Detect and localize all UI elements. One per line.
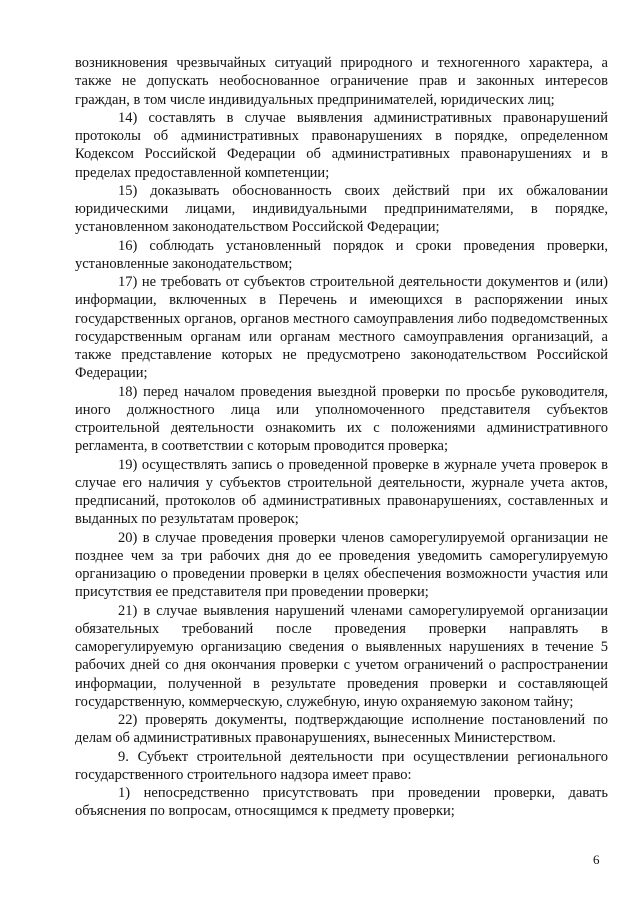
paragraph-item-20: 20) в случае проведения проверки членов саморегулируемой организации не позднее чем за три рабочих дня до ее проведения уведомить саморегулируемую организацию о проведении проверки в целях обеспечения возможности участия или присутствия ее представителя при проведении проверки; <box>75 529 608 601</box>
paragraph-item-22: 22) проверять документы, подтверждающие исполнение постановлений по делам об административных правонарушениях, вынесенных Министерством. <box>75 712 608 747</box>
document-body <box>75 54 608 821</box>
paragraph-continuation: возникновения чрезвычайных ситуаций природного и техногенного характера, а также не допускать необоснованное ограничение прав и законных интересов граждан, в том числе индивидуальных предпринимателей, юридических лиц; <box>75 55 608 108</box>
paragraph-item-19: 19) осуществлять запись о проведенной проверке в журнале учета проверок в случае его наличия у субъектов строительной деятельности, журнале учета актов, предписаний, протоколов об административных правонарушениях, составленных и выданных по результатам проверок; <box>75 456 608 528</box>
paragraph-item-15: 15) доказывать обоснованность своих действий при их обжаловании юридическими лицами, индивидуальными предпринимателями, в порядке, установленном законодательством Российской Федерации; <box>75 182 608 236</box>
paragraph-section-9-item-1: 1) непосредственно присутствовать при проведении проверки, давать объяснения по вопросам, относящимся к предмету проверки; <box>75 785 608 820</box>
paragraph-item-14: 14) составлять в случае выявления административных правонарушений протоколы об административных правонарушениях в порядке, определенном Кодексом Российской Федерации об административных правонарушениях и в пределах предоставленной компетенции; <box>75 109 608 181</box>
paragraph-item-21: 21) в случае выявления нарушений членами саморегулируемой организации обязательных требований после проведения проверки направлять в саморегулируемую организацию сведения о выявленных нарушениях в течение 5 рабочих дней со дня окончания проверки с учетом ограничений о распространении информации, полученной в результате проведения проверки и составляющей государственную, коммерческую, служебную, иную охраняемую законом тайну; <box>75 602 608 710</box>
paragraph-item-18: 18) перед началом проведения выездной проверки по просьбе руководителя, иного должностного лица или уполномоченного представителя субъектов строительной деятельности ознакомить их с положениями административного регламента, в соответствии с которым проводится проверка; <box>75 383 608 455</box>
page-number: 6 <box>593 852 600 867</box>
paragraph-section-9: 9. Субъект строительной деятельности при осуществлении регионального государственного строительного надзора имеет право: <box>75 748 608 783</box>
paragraph-item-17: 17) не требовать от субъектов строительной деятельности документов и (или) информации, включенных в Перечень и имеющихся в распоряжении иных государственных органов, органов местного самоуправления либо подведомственных государственным органам или органам местного самоуправления организаций, а также представление которых не предусмотрено законодательством Российской Федерации; <box>75 274 608 382</box>
paragraph-item-16: 16) соблюдать установленный порядок и сроки проведения проверки, установленные законодательством; <box>75 237 608 272</box>
